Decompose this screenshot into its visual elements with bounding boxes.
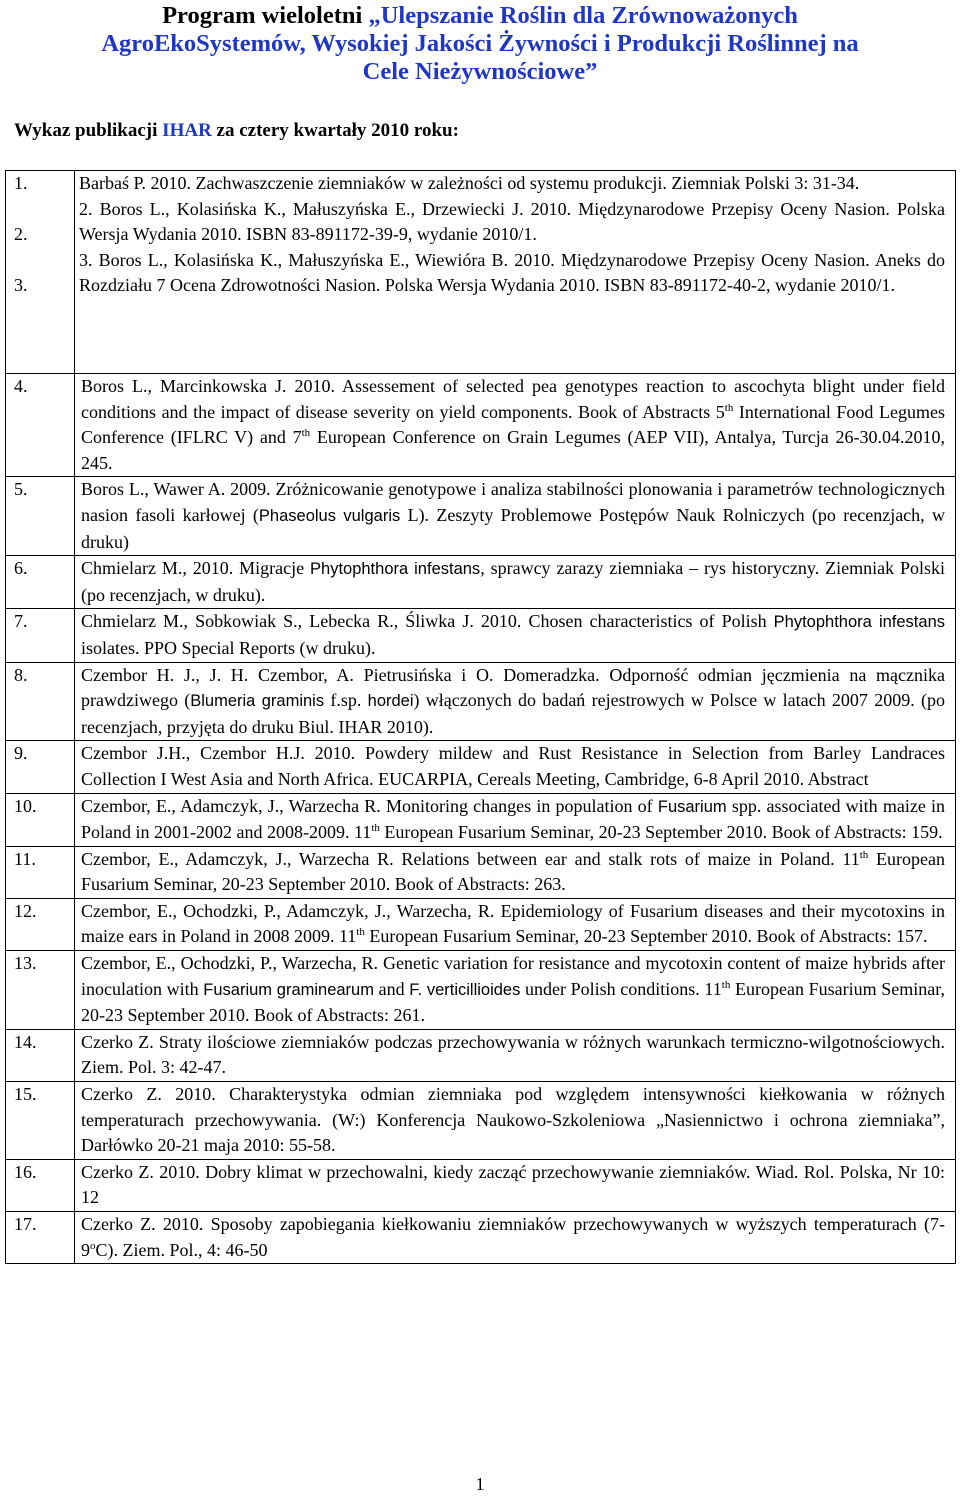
pub-text: Czembor, E., Adamczyk, J., Warzecha R. Relations between ear and stalk rots of maize in Poland. 11th European Fusarium Seminar, 20-23 September 2010. Book of Abstracts: 263.: [75, 846, 956, 898]
pub-text: Czembor H. J., J. H. Czembor, A. Pietrusińska i O. Domeradzka. Odporność odmian jęczmienia na mącznika prawdziwego (Blumeria graminis f.sp. hordei) włączonych do badań rejestrowych w Polsce w latach 2007 2009. (po recenzjach, przyjęta do druku Biul. IHAR 2010).: [75, 662, 956, 741]
species-name: Phytophthora infestans: [310, 560, 481, 579]
pub-number: 12.: [6, 898, 75, 950]
pub-entry-1: Barbaś P. 2010. Zachwaszczenie ziemniaków w zależności od systemu produkcji. Ziemniak Polski 3: 31-34.: [79, 173, 860, 193]
pub-number: 4.: [6, 374, 75, 477]
pub-number: 11.: [6, 846, 75, 898]
pub-number: 7.: [6, 609, 75, 662]
pub-text: Czerko Z. 2010. Dobry klimat w przechowalni, kiedy zacząć przechowywanie ziemniaków. Wiad. Rol. Polska, Nr 10: 12: [75, 1159, 956, 1211]
table-row: [6, 951, 956, 1030]
species-name: Phaseolus vulgaris: [258, 506, 401, 525]
species-name: Blumeria graminis: [190, 692, 325, 711]
pub-number: 13.: [6, 951, 75, 1030]
table-row: [6, 556, 956, 609]
publications-table: [5, 170, 956, 1264]
pub-text: Chmielarz M., 2010. Migracje Phytophthora infestans, sprawcy zarazy ziemniaka – rys historyczny. Ziemniak Polski (po recenzjach, w druku).: [75, 556, 956, 609]
table-row: [6, 477, 956, 556]
species-name: Fusarium: [657, 797, 727, 816]
pub-text: Czerko Z. 2010. Charakterystyka odmian ziemniaka pod względem intensywności kiełkowania w różnych temperaturach przechowywania. (W:) Konferencja Naukowo-Szkoleniowa „Nasiennictwo i ochrona ziemniaka”, Darłówko 20-21 maja 2010: 55-58.: [75, 1082, 956, 1160]
institute-name: IHAR: [162, 120, 212, 141]
species-name: Fusarium graminearum: [203, 980, 374, 999]
pub-number: 10.: [6, 793, 75, 846]
pub-number: 1. 2. 3.: [6, 171, 75, 374]
table-row: [6, 793, 956, 846]
title-line-3: Cele Nieżywnościowe”: [362, 58, 598, 85]
pub-text: Czerko Z. 2010. Sposoby zapobiegania kiełkowaniu ziemniaków przechowywanych w wyższych temperaturach (7-9$^o$C). Ziem. Pol., 4: 46-50: [75, 1212, 956, 1264]
pub-number: 5.: [6, 477, 75, 556]
table-row: [6, 609, 956, 662]
table-row: [6, 662, 956, 741]
pub-text: Czerko Z. Straty ilościowe ziemniaków podczas przechowywania w różnych warunkach termiczno-wilgotnościowych. Ziem. Pol. 3: 42-47.: [75, 1029, 956, 1081]
species-name: Phytophthora infestans: [773, 613, 945, 632]
pub-text: Czembor, E., Adamczyk, J., Warzecha R. Monitoring changes in population of Fusarium spp. associated with maize in Poland in 2001-2002 and 2008-2009. 11th European Fusarium Seminar, 20-23 September 2010. Book of Abstracts: 159.: [75, 793, 956, 846]
table-row: [6, 1082, 956, 1160]
pub-number: 6.: [6, 556, 75, 609]
pub-text: Chmielarz M., Sobkowiak S., Lebecka R., Śliwka J. 2010. Chosen characteristics of Polish Phytophthora infestans isolates. PPO Special Reports (w druku).: [75, 609, 956, 662]
page-number: 1: [475, 1474, 485, 1494]
pub-text: Czembor, E., Ochodzki, P., Adamczyk, J., Warzecha, R. Epidemiology of Fusarium diseases and their mycotoxins in maize ears in Poland in 2008 2009. 11th European Fusarium Seminar, 20-23 September 2010. Book of Abstracts: 157.: [75, 898, 956, 950]
pub-number: 8.: [6, 662, 75, 741]
pub-text: Boros L., Marcinkowska J. 2010. Assessement of selected pea genotypes reaction to ascochyta blight under field conditions and the impact of disease severity on yield components. Book of Abstracts 5th International Food Legumes Conference (IFLRC V) and 7th European Conference on Grain Legumes (AEP VII), Antalya, Turcja 26-30.04.2010, 245.: [75, 374, 956, 477]
table-row: [6, 898, 956, 950]
pub-number: 17.: [6, 1212, 75, 1264]
pub-number: 14.: [6, 1029, 75, 1081]
pub-number: 16.: [6, 1159, 75, 1211]
table-row: [6, 171, 956, 374]
table-row: [6, 1159, 956, 1211]
pub-text: Boros L., Wawer A. 2009. Zróżnicowanie genotypowe i analiza stabilności plonowania i parametrów technologicznych nasion fasoli karłowej (Phaseolus vulgaris L). Zeszyty Problemowe Postępów Nauk Rolniczych (po recenzjach, w druku): [75, 477, 956, 556]
pub-text: [75, 171, 956, 374]
title-line-2: AgroEkoSystemów, Wysokiej Jakości Żywności i Produkcji Roślinnej na: [101, 30, 859, 57]
pub-number: 9.: [6, 741, 75, 793]
species-name: hordei: [367, 692, 414, 711]
document-title: [0, 2, 960, 86]
table-row: [6, 846, 956, 898]
table-row: [6, 1212, 956, 1264]
pub-text: Czembor J.H., Czembor H.J. 2010. Powdery mildew and Rust Resistance in Selection from Barley Landraces Collection I West Asia and North Africa. EUCARPIA, Cereals Meeting, Cambridge, 6-8 April 2010. Abstract: [75, 741, 956, 793]
title-line-1: Program wieloletni „Ulepszanie Roślin dla Zrównoważonych: [162, 2, 798, 29]
table-row: [6, 374, 956, 477]
species-name: F. verticillioides: [409, 980, 521, 999]
table-row: [6, 741, 956, 793]
pub-entry-3: 3. Boros L., Kolasińska K., Małuszyńska E., Wiewióra B. 2010. Międzynarodowe Przepisy Oceny Nasion. Aneks do Rozdziału 7 Ocena Zdrowotności Nasion. Polska Wersja Wydania 2010. ISBN 83-891172-40-2, wydanie 2010/1.: [79, 249, 945, 296]
program-name: „Ulepszanie Roślin dla Zrównoważonych: [368, 2, 798, 29]
pub-number: 15.: [6, 1082, 75, 1160]
table-row: [6, 1029, 956, 1081]
document-subtitle: Wykaz publikacji IHAR za cztery kwartały 2010 roku:: [14, 120, 459, 141]
pub-entry-2: 2. Boros L., Kolasińska K., Małuszyńska E., Drzewiecki J. 2010. Międzynarodowe Przepisy Oceny Nasion. Polska Wersja Wydania 2010. ISBN 83-891172-39-9, wydanie 2010/1.: [79, 198, 945, 245]
pub-text: Czembor, E., Ochodzki, P., Warzecha, R. Genetic variation for resistance and mycotoxin content of maize hybrids after inoculation with Fusarium graminearum and F. verticillioides under Polish conditions. 11th European Fusarium Seminar, 20-23 September 2010. Book of Abstracts: 261.: [75, 951, 956, 1030]
